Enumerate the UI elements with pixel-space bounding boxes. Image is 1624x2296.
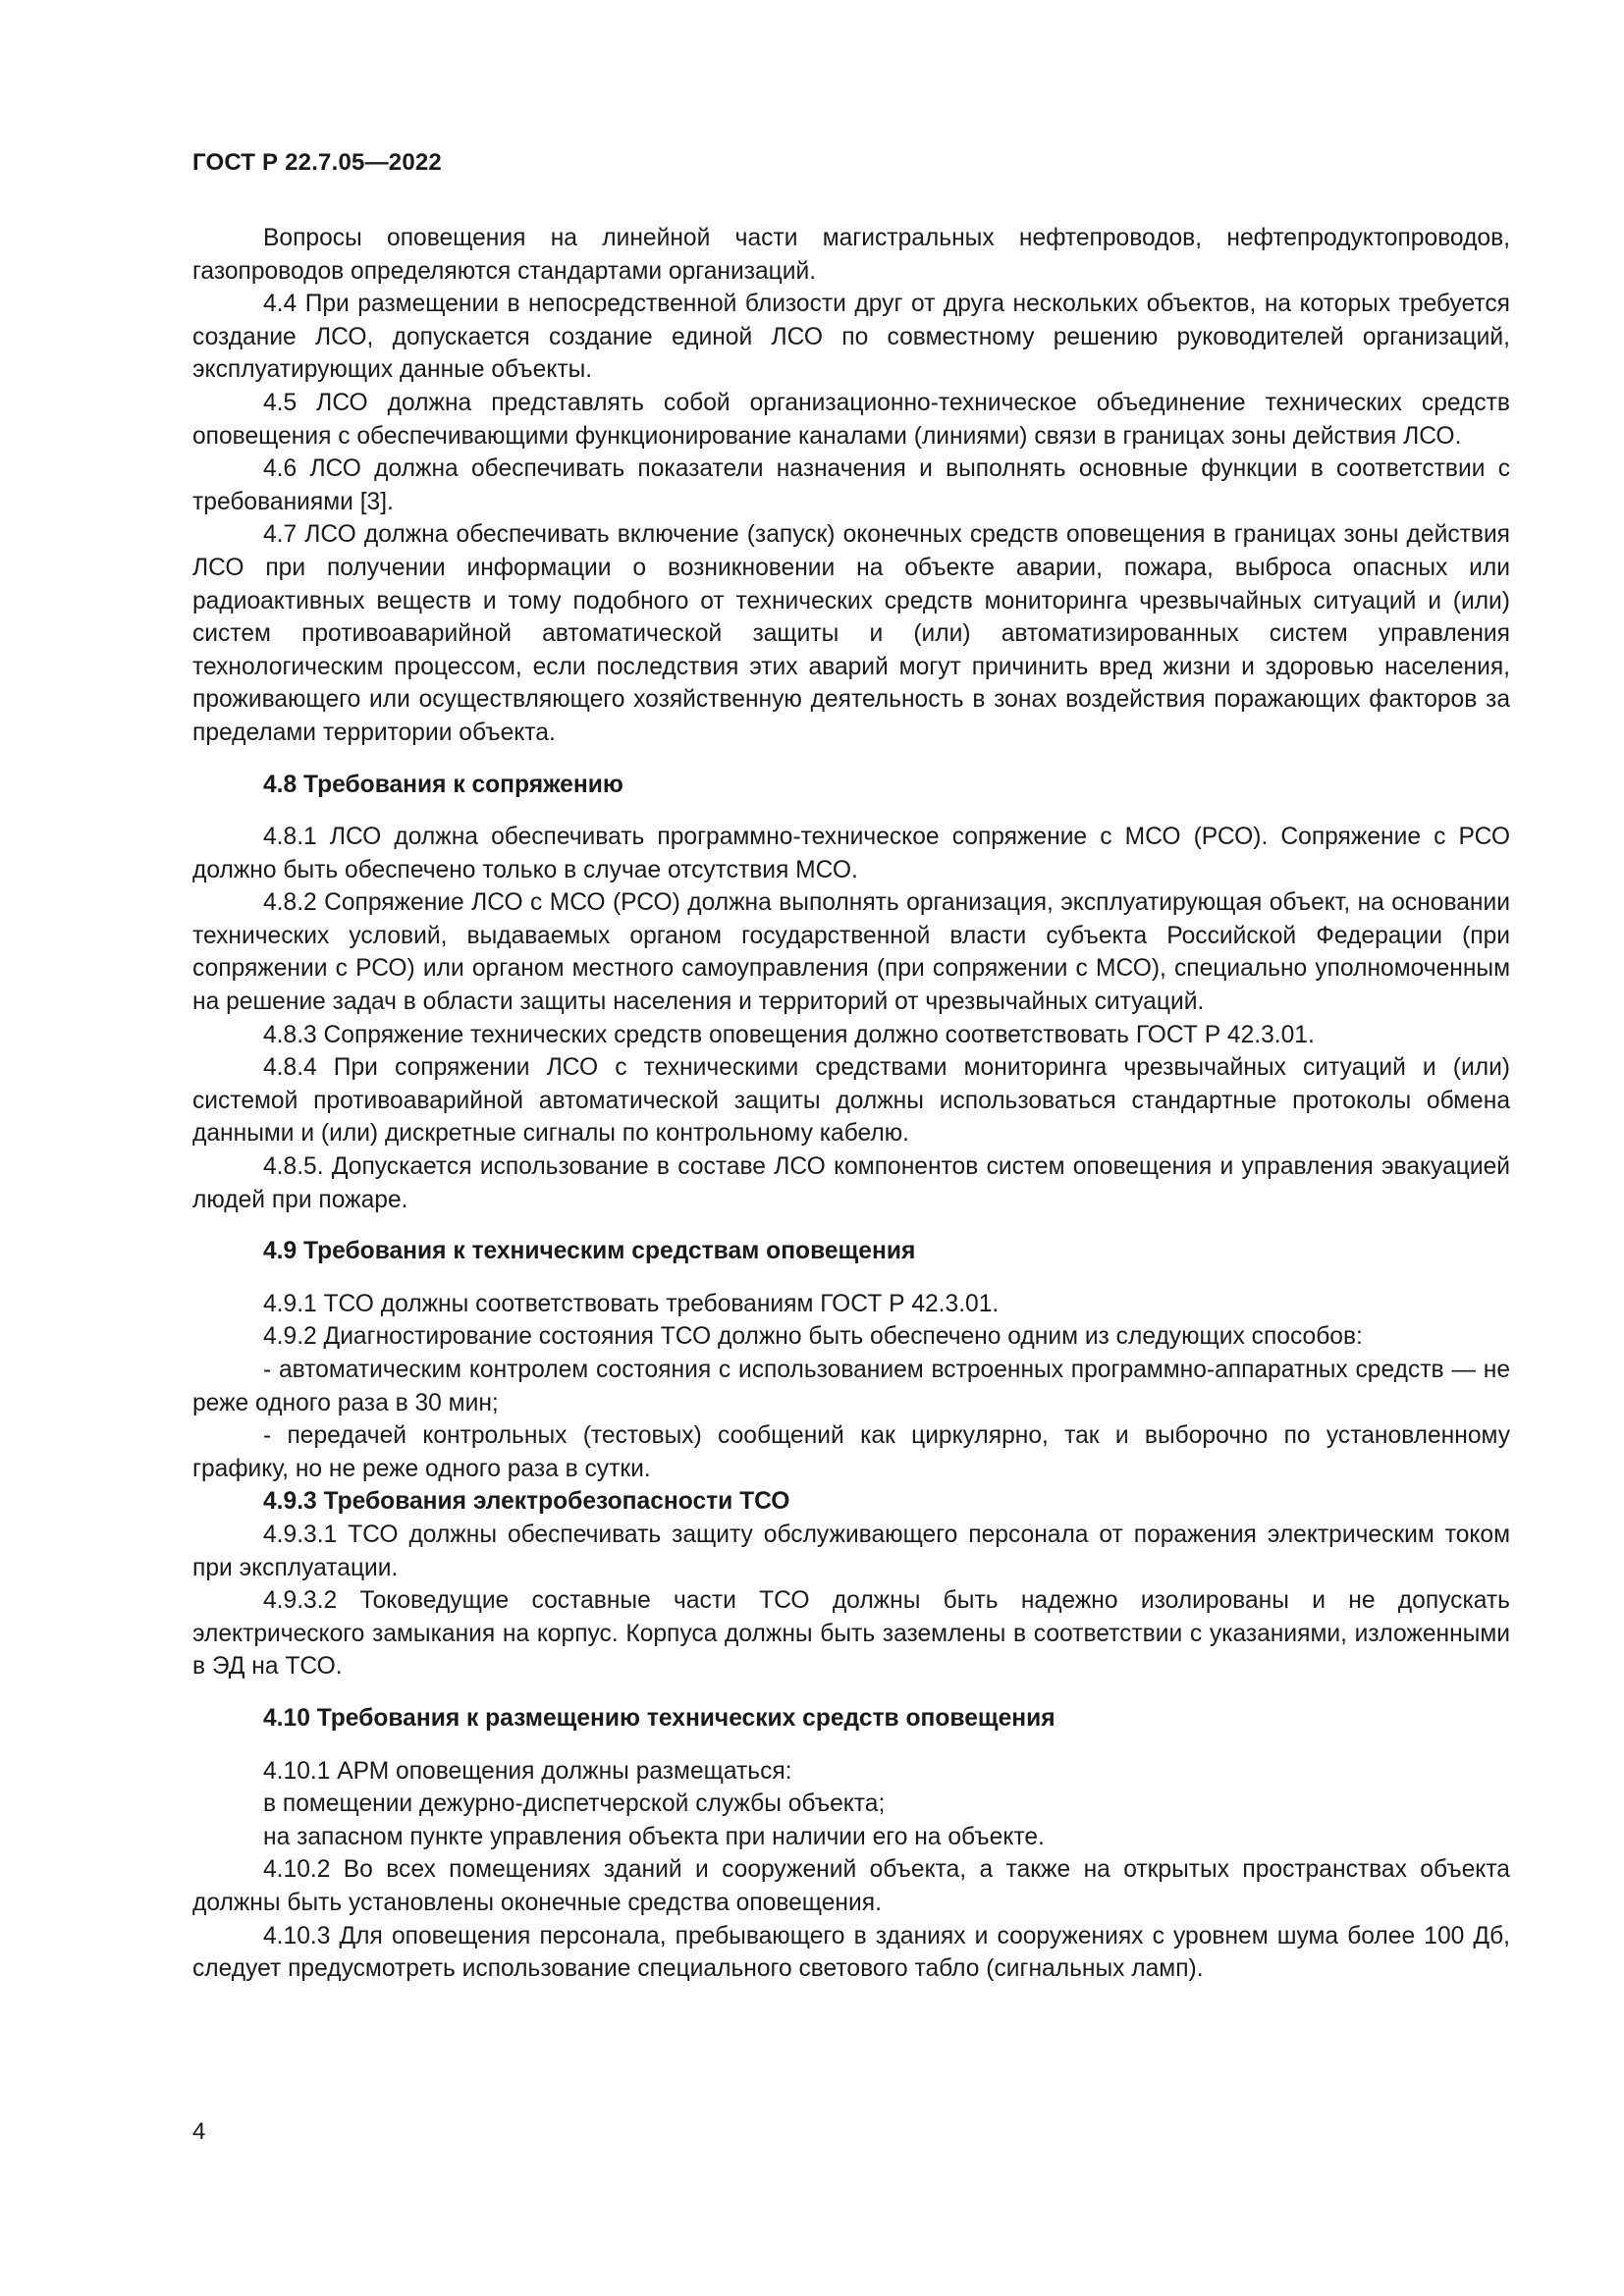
paragraph-4-6: 4.6 ЛСО должна обеспечивать показатели назначения и выполнять основные функции в соответствии с требованиями [3]. [192,455,1510,515]
list-item-test-messages: - передачей контрольных (тестовых) сообщений как циркулярно, так и выборочно по установленному графику, но не реже одного раза в сутки. [192,1422,1510,1482]
list-item-reserve-point: на запасном пункте управления объекта при наличии его на объекте. [263,1823,1045,1850]
paragraph-4-10-2: 4.10.2 Во всех помещениях зданий и сооружений объекта, а также на открытых пространствах объекта должны быть установлены оконечные средства оповещения. [192,1856,1510,1916]
paragraph-4-9-1: 4.9.1 ТСО должны соответствовать требованиям ГОСТ Р 42.3.01. [263,1290,1000,1317]
paragraph-4-4: 4.4 При размещении в непосредственной близости друг от друга нескольких объектов, на которых требуется создание ЛСО, допускается создание единой ЛСО по совместному решению руководителей организаций, эксплуатирующих данные объекты. [192,291,1510,384]
paragraph-4-9-3-2: 4.9.3.2 Токоведущие составные части ТСО должны быть надежно изолированы и не допускать электрического замыкания на корпус. Корпуса должны быть заземлены в соответствии с указаниями, изложенными в ЭД на ТСО. [192,1587,1510,1681]
paragraph-4-10-1: 4.10.1 АРМ оповещения должны размещаться: [263,1757,792,1785]
paragraph-pipelines: Вопросы оповещения на линейной части магистральных нефтепроводов, нефтепродуктопроводов, газопроводов определяются стандартами организаций. [192,225,1510,285]
subsection-heading-4-9-3: 4.9.3 Требования электробезопасности ТСО [263,1488,790,1516]
section-heading-4-9: 4.9 Требования к техническим средствам оповещения [263,1238,916,1265]
paragraph-4-8-3: 4.8.3 Сопряжение технических средств оповещения должно соответствовать ГОСТ Р 42.3.01. [263,1021,1315,1048]
paragraph-4-8-1: 4.8.1 ЛСО должна обеспечивать программно-техническое сопряжение с МСО (РСО). Сопряжение с РСО должно быть обеспечено только в случае отсутствия МСО. [192,824,1510,883]
paragraph-4-7: 4.7 ЛСО должна обеспечивать включение (запуск) оконечных средств оповещения в границах зоны действия ЛСО при получении информации о возникновении на объекте аварии, пожара, выброса опасных или радиоактивных веществ и тому подобного от технических средств мониторинга чрезвычайных ситуаций и (или) систем противоаварийной автоматической защиты и (или) автоматизированных систем управления технологическим процессом, если последствия этих аварий могут причинить вред жизни и здоровью населения, проживающего или осуществляющего хозяйственную деятельность в зонах воздействия поражающих факторов за пределами территории объекта. [192,521,1510,746]
section-heading-4-8: 4.8 Требования к сопряжению [263,771,623,798]
paragraph-4-9-3-1: 4.9.3.1 ТСО должны обеспечивать защиту обслуживающего персонала от поражения электрическим током при эксплуатации. [192,1521,1510,1581]
paragraph-4-10-3: 4.10.3 Для оповещения персонала, пребывающего в зданиях и сооружениях с уровнем шума более 100 Дб, следует предусмотреть использование специального светового табло (сигнальных ламп). [192,1922,1510,1983]
document-body [192,222,1510,1986]
paragraph-4-8-2: 4.8.2 Сопряжение ЛСО с МСО (РСО) должна выполнять организация, эксплуатирующая объект, на основании технических условий, выдаваемых органом государственной власти субъекта Российской Федерации (при сопряжении с РСО) или органом местного самоуправления (при сопряжении с МСО), специально уполномоченным на решение задач в области защиты населения и территорий от чрезвычайных ситуаций. [192,889,1510,1016]
document-header: ГОСТ Р 22.7.05—2022 [192,149,442,176]
list-item-auto-control: - автоматическим контролем состояния с использованием встроенных программно-аппаратных средств — не реже одного раза в 30 мин; [192,1357,1510,1416]
section-heading-4-10: 4.10 Требования к размещению технических средств оповещения [263,1704,1056,1732]
list-item-dispatch-room: в помещении дежурно-диспетчерской службы объекта; [263,1790,886,1818]
paragraph-4-5: 4.5 ЛСО должна представлять собой организационно-техническое объединение технических средств оповещения с обеспечивающими функционирование каналами (линиями) связи в границах зоны действия ЛСО. [192,389,1510,450]
paragraph-4-9-2: 4.9.2 Диагностирование состояния ТСО должно быть обеспечено одним из следующих способов: [263,1323,1363,1351]
paragraph-4-8-5: 4.8.5. Допускается использование в составе ЛСО компонентов систем оповещения и управления эвакуацией людей при пожаре. [192,1153,1510,1213]
paragraph-4-8-4: 4.8.4 При сопряжении ЛСО с техническими средствами мониторинга чрезвычайных ситуаций и (или) системой противоаварийной автоматической защиты должны использоваться стандартные протоколы обмена данными и (или) дискретные сигналы по контрольному кабелю. [192,1054,1510,1148]
page-number: 4 [192,2118,206,2145]
